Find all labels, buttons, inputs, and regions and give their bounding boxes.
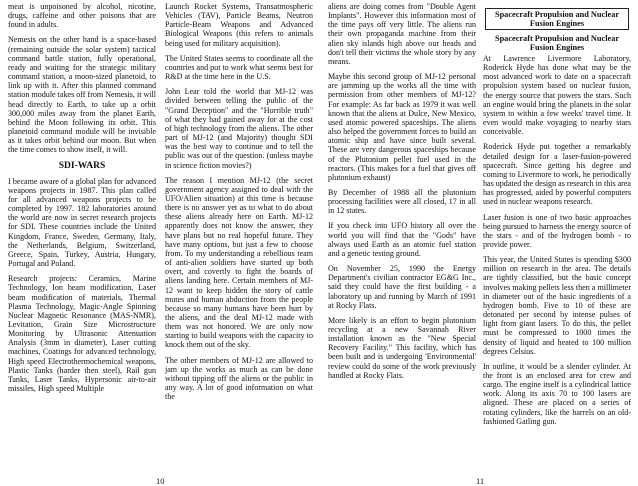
right-page	[319, 0, 638, 486]
section-subtitle: Spacecraft Propulsion and Nuclear Fusion Engines	[494, 34, 620, 52]
paragraph: Laser fusion is one of two basic approaches being pursued to harness the energy source of the stars - and of the hydrogen bomb - to provide power.	[483, 212, 631, 249]
left-column-1	[8, 2, 156, 399]
paragraph: The United States seems to coordinate all the countries and put to work what seems best for R&D at the time here in the U.S.	[165, 53, 313, 82]
paragraph: Maybe this second group of MJ-12 personal are jamming up the works all the time with permission from other members of MJ-12? For example: As far back as 1979 it was well known that the aliens at Dulce, New Mexico, used atomic powered spaceships. The aliens also helped the government forces to build an atomic ship and have since built several. These are very dangerous spaceships because of the Plutonium pellet fuel used in the reactors. (This makes for a fuel that gives off plutonium exhaust)	[328, 72, 476, 182]
section-heading: SDI-WARS	[58, 160, 106, 171]
paragraph: aliens are doing comes from "Double Agent Implants". However this information most of the time pays off very little. The aliens run their own propaganda machine from their alien sky islands high above our heads and don't tell their victims the whole story by any means.	[328, 2, 476, 66]
paragraph: meat is unpoisoned by alcohol, nicotine, drugs, caffeine and other poisons that are found in adults.	[8, 2, 156, 30]
paragraph: This year, the United States is spending $300 million on research in the area. The details are tightly classified, but the basic concept involves making pellets less then a millimeter in diameter out of the basic ingredients of a hydrogen bomb. Five to 10 of these are detonated per second by intense pulses of light from giant lasers. To do this, the pellet must be compressed to 1000 times the density of liquid and heated to 100 million degrees Celsius.	[483, 255, 631, 356]
paragraph: I became aware of a global plan for advanced weapons projects in 1987. This plan called for all advanced weapons projects to be completed by 1997. 182 laboratories around the world are now in secret research projects for SDI. These countries include the United Kingdom, France, Sweden, Germany, Italy, the Netherlands, Belgium, Switzerland, Greece, Spain, Turkey, Austria, Hungary, Portugal and Poland.	[8, 176, 156, 269]
paragraph: If you check into UFO history all over the world you will find that the "Gods" have always used Earth as an atomic fuel station and a genetic testing ground.	[328, 221, 476, 258]
left-column-2	[165, 2, 313, 407]
boxed-section-title: Spacecraft Propulsion and Nuclear Fusion Engines	[485, 8, 629, 30]
paragraph: At Lawrence Livermore Laboratory, Roderick Hyde has done what may be the most advanced work to date on a spacecraft propulsion system based on nuclear fusion, the energy source that powers the stars. Such an engine would bring the planets in the solar system to within a few weeks' travel time. It even would make voyaging to nearby stars conceivable.	[483, 54, 631, 137]
paragraph: By December of 1988 all the plutonium processing facilities were all closed, 17 in all in 12 states.	[328, 187, 476, 216]
paragraph: On November 25, 1990 the Energy Department's civilian contractor EG&G Inc., said they could have the first building - a laboratory up and running by March of 1991 at Rocky Flats.	[328, 264, 476, 310]
paragraph: More likely is an effort to begin plutonium recycling at a new Savannah River installation known as the "New Special Recovery Facility." This facility, which has been built and is undergoing 'Environmental' review could do some of the work previously handled at Rocky Flats.	[328, 315, 476, 380]
paragraph: The reason I mention MJ-12 (the secret government agency assigned to deal with the UFO/Alien situation) at this time is because there is no answer yet as to what to do about these aliens already here on Earth. MJ-12 apparently does not know the answer, they have plans but no real hopeful future. They have many options, but just a few to choose from. To my understanding a rebellious team of anti-alien soldiers have started up both overt, and covertly to fight the boards of aliens landing here. Certain members of MJ-12 want to keep hidden the story of cattle mutes and human abduction from the people because so many humans have been hurt by the aliens, and the deal MJ-12 made with them was not honored. We are only now starting to build weapons with the capacity to knock them out of the sky.	[165, 175, 313, 350]
page-number: 10	[156, 476, 165, 486]
paragraph: Launch Rocket Systems, Transatmospheric Vehicles (TAV), Particle Beams, Neutron Particle-Beam Weapons and Advanced Biological Weapons (this refers to animals being used for military acquisition).	[165, 2, 313, 48]
paragraph: Nemesis on the other hand is a space-based (remaining outside the solar system) tactical command battle station, fully operational, ready and waiting for the strategic military command station, a moon-sized planetoid, to link up with it. After this planned command station module takes off from Nemesis, it will head directly to Earth, to take up a orbit 300,000 miles away from the planet Earth, behind the Moon following its orbit. This planetoid command module will be invisible as it takes orbit behind our moon. But when the time comes to show itself, it will.	[8, 35, 156, 155]
paragraph: The other members of MJ-12 are allowed to jam up the works as much as can be done without tipping off the aliens or the public in any way. A lot of good information on what the	[165, 355, 313, 402]
paragraph: Research projects: Ceramics, Marine Technology, Ion beam modification, Laser beam modification of materials, Thermal Plasma Technology, Magic-Angle Spinning Nuclear Magnetic Resonance (MAS-NMR), Levitation, Grain Size Microstructure Monitoring by Ultrasonic Attenuation Analysis (3mm in diameter), Laser cutting machines, Coatings for advanced technology, High speed Electrothermochemical weapons, Plastic Tanks (harder then steel), Rail gun Tanks, Laser Tanks, Hypersonic air-to-air missiles, High speed Multiple	[8, 274, 156, 394]
paragraph: In outline, it would be a slender cylinder. At the front is an enclosed area for crew and cargo. The engine itself is a cylindrical lattice work. Along its axis 70 to 100 lasers are aligned. These are placed on a series of rotating cylinders, like the barrels on an old-fashioned Gatling gun.	[483, 361, 631, 426]
paragraph: Roderick Hyde put together a remarkably detailed design for a laser-fusion-powered spacecraft. Since getting his degree and coming to Livermore to work, he periodically has updated the design as research in this area has progressed, aided by powerful computers used in nuclear weapons research.	[483, 142, 631, 207]
page-number: 11	[476, 476, 485, 486]
right-column-2	[483, 2, 631, 432]
paragraph: John Lear told the world that MJ-12 was divided between telling the public of the "Grand Deception" and the "Horrible truth" of what they had gained away for at the cost of high technology from the aliens. The other part of MJ-12 (and Majority) thought SDI was the best way to continue and to tell the public was out of the question. (unless maybe in science fiction movies?)	[165, 87, 313, 170]
right-column-1	[328, 2, 476, 386]
